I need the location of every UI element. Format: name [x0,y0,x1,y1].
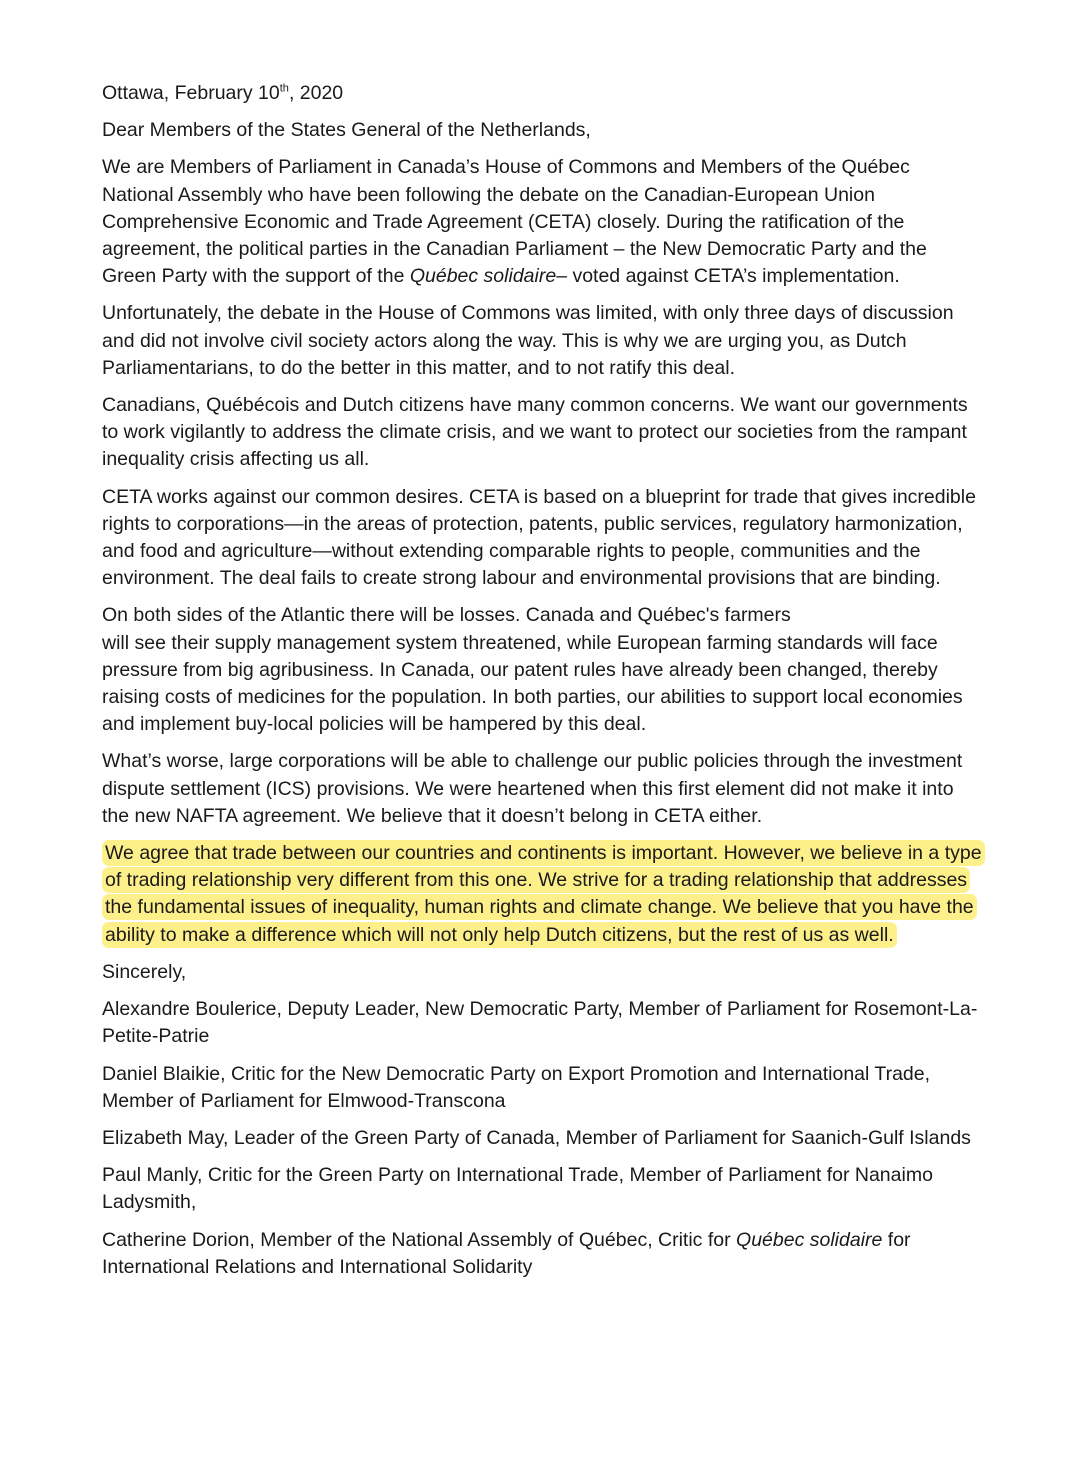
signer-entry-dorion [102,1227,982,1281]
paragraph-debate: Unfortunately, the debate in the House of Commons was limited, with only three days of discussion and did not involve civil society actors along the way. This is why we are urging you, as Dutch Parliamentarians, to do the better in this matter, and to not ratify this deal. [102,302,954,379]
signer-list [102,996,982,1216]
highlighted-text: We agree that trade between our countries and continents is important. However, we believe in a type of trading relationship very different from this one. We strive for a trading relationship that addresses the fundamental issues of inequality, human rights and climate change. We believe that you have the ability to make a difference which will not only help Dutch citizens, but the rest of us as well. [102,840,985,948]
date-year: , 2020 [288,82,344,104]
paragraph-ics: What’s worse, large corporations will be able to challenge our public policies through the investment dispute settlement (ICS) provisions. We were heartened when this first element did not make it into the new NAFTA agreement. We believe that it doesn’t belong in CETA either. [102,750,963,827]
paragraph-concerns: Canadians, Québécois and Dutch citizens have many common concerns. We want our governments to work vigilantly to address the climate crisis, and we want to protect our societies from the rampant inequality crisis affecting us all. [102,394,968,471]
letter-body [102,80,982,1291]
signer-entry: Alexandre Boulerice, Deputy Leader, New Democratic Party, Member of Parliament for Rosemont-La-Petite-Patrie [102,998,978,1048]
salutation: Dear Members of the States General of the Netherlands, [102,119,591,142]
letter-date [102,80,982,107]
paragraph-losses [102,602,982,738]
signer-entry: Paul Manly, Critic for the Green Party on International Trade, Member of Parliament for Nanaimo Ladysmith, [102,1164,933,1214]
paragraph-losses-rest: will see their supply management system threatened, while European farming standards will face pressure from big agribusiness. In Canada, our patent rules have already been changed, thereby raising costs of medicines for the population. In both parties, our abilities to support local economies and implement buy-local policies will be hampered by this deal. [102,631,963,736]
paragraph-intro-text-end: – voted against CETA’s implementation. [556,265,900,288]
paragraph-highlighted [102,840,982,949]
paragraph-ceta-works-against: CETA works against our common desires. CETA is based on a blueprint for trade that gives incredible rights to corporations—in the areas of protection, patents, public services, regulatory harmonization, and food and agriculture—without extending comparable rights to people, communities and the environment. The deal fails to create strong labour and environmental provisions that are binding. [102,485,976,590]
signer-text-end: for International Relations and International Solidarity [102,1228,911,1278]
signer-entry: Daniel Blaikie, Critic for the New Democratic Party on Export Promotion and International Trade, Member of Parliament for Elmwood-Transcona [102,1062,931,1112]
date-ordinal-suffix: th [279,82,289,95]
paragraph-intro [102,154,982,290]
signer-text: Catherine Dorion, Member of the National Assembly of Québec, Critic for [102,1228,737,1251]
paragraph-losses-line1: On both sides of the Atlantic there will be losses. Canada and Québec's farmers [102,604,791,627]
date-text: Ottawa, February 10 [102,82,280,104]
quebec-solidaire-italic: Québec solidaire [409,265,557,288]
paragraph-intro-text: We are Members of Parliament in Canada’s House of Commons and Members of the Québec National Assembly who have been following the debate on the Canadian-European Union Comprehensive Economic and Trade Agreement (CETA) closely. During the ratification of the agreement, the political parties in the Canadian Parliament – the New Democratic Party and the Green Party with the support of the [102,156,927,288]
signer-entry: Elizabeth May, Leader of the Green Party of Canada, Member of Parliament for Saanich-Gulf Islands [102,1126,971,1149]
quebec-solidaire-italic: Québec solidaire [736,1228,883,1251]
closing: Sincerely, [102,960,187,983]
